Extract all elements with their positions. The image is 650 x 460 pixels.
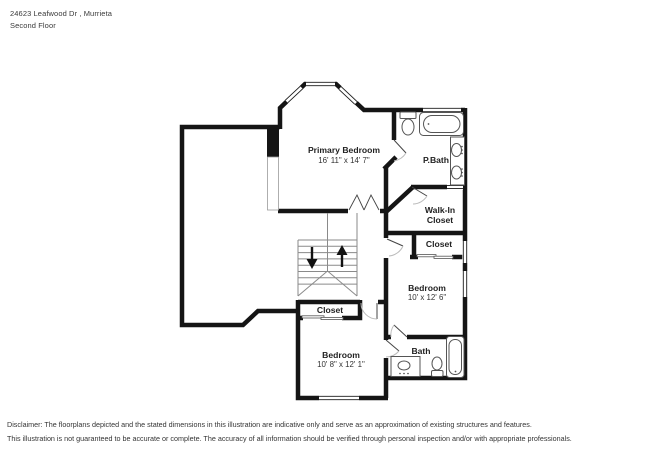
bedroom-bottom-dims: 10' 8" x 12' 1" (317, 360, 365, 369)
primary-bedroom-dims: 16' 11" x 14' 7" (318, 156, 370, 165)
pbath-vanity (451, 137, 465, 185)
disclaimer-line1: Disclaimer: The floorplans depicted and the stated dimensions in this illustration are indicative only and serve as an approximation of existing structures and features. (7, 420, 532, 429)
bath-vanity (391, 357, 420, 377)
walk-in-closet-label-line2: Closet (426, 215, 454, 225)
staircase (298, 213, 357, 296)
pbath-tub (420, 113, 464, 136)
walk-in-closet-label-line1: Walk-In (424, 205, 456, 215)
half-wall-column (268, 157, 279, 210)
stairs-up-arrow-icon (337, 245, 348, 267)
closet-lower-label: Closet (316, 305, 344, 315)
bath-tub (447, 337, 465, 378)
bath-label: Bath (411, 346, 431, 356)
wall-column-block (267, 127, 279, 157)
bedroom-right-label: Bedroom (408, 283, 446, 293)
bedroom-bottom-label: Bedroom (322, 350, 360, 360)
disclaimer (7, 418, 643, 445)
primary-bath-label: P.Bath (422, 155, 450, 165)
closet-upper-label: Closet (425, 239, 453, 249)
floor-line: Second Floor (10, 21, 56, 30)
disclaimer-line2: This illustration is not guaranteed to be accurate or complete. The accuracy of all information should be verified through personal inspection and/or with appropriate professionals. (7, 433, 572, 443)
primary-bedroom-label: Primary Bedroom (307, 145, 381, 155)
pbath-toilet (400, 112, 416, 135)
address-line: 24623 Leafwood Dr , Murrieta (10, 9, 113, 18)
bath-toilet (432, 357, 444, 377)
bedroom-right-dims: 10' x 12' 6" (407, 293, 447, 302)
